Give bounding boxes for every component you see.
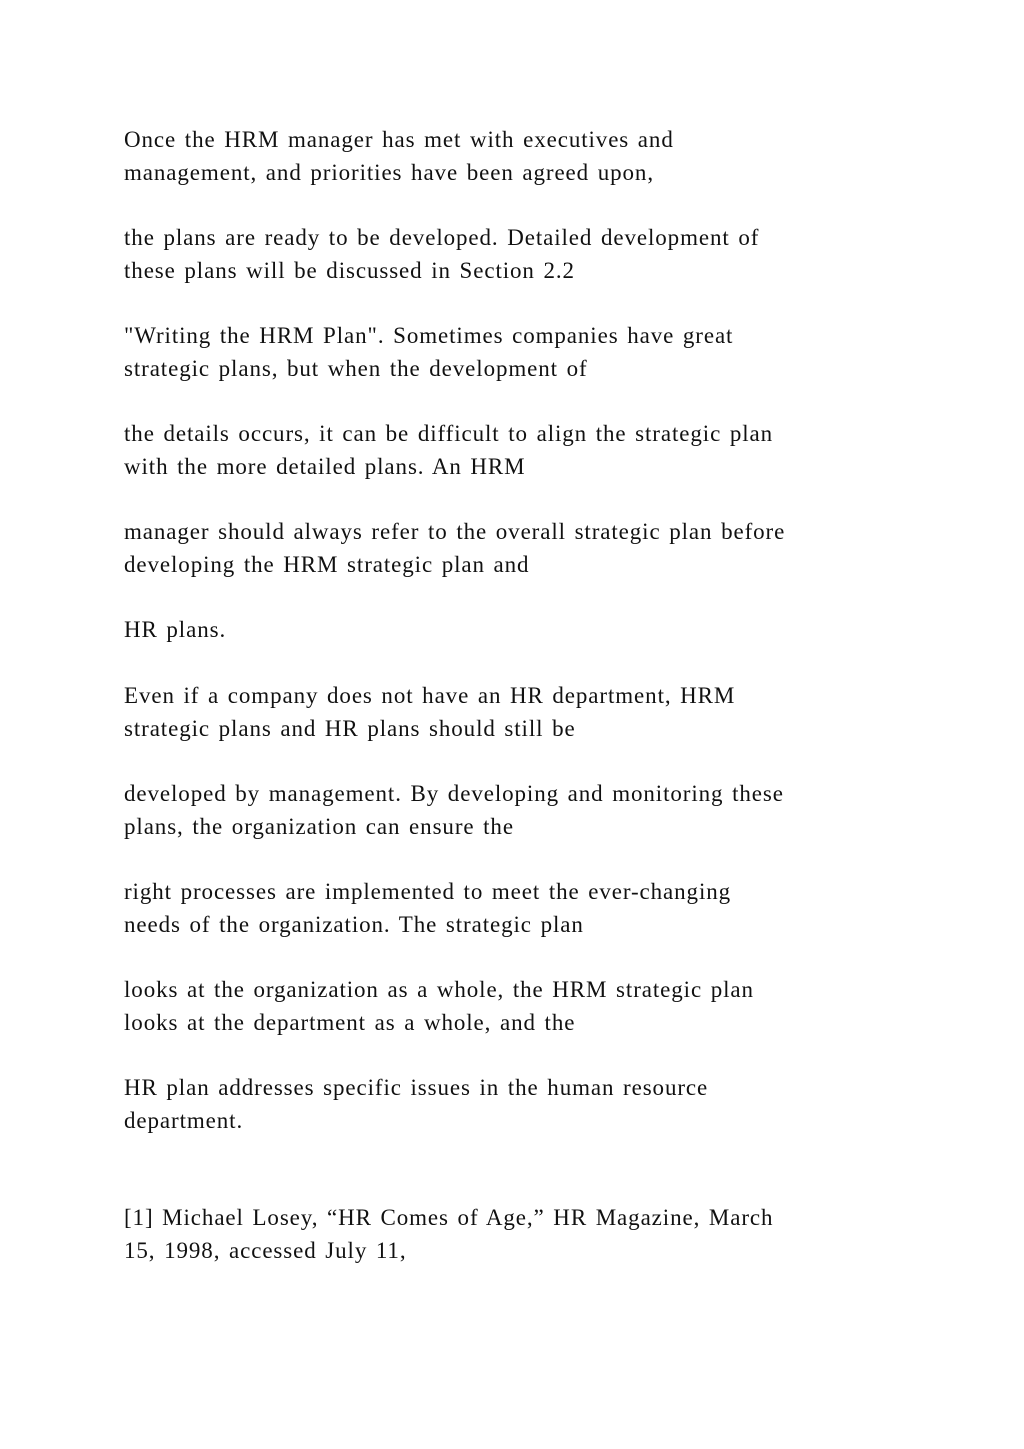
text-line: these plans will be discussed in Section 2.2	[124, 258, 575, 283]
text-line: Once the HRM manager has met with executives and	[124, 127, 674, 152]
footnote-line: [1] Michael Losey, “HR Comes of Age,” HR Magazine, March	[124, 1205, 774, 1230]
paragraph	[124, 973, 924, 1039]
paragraph	[124, 319, 924, 385]
paragraph	[124, 417, 924, 483]
footnote-line: 15, 1998, accessed July 11,	[124, 1238, 407, 1263]
text-line: looks at the organization as a whole, the HRM strategic plan	[124, 977, 754, 1002]
text-line: department.	[124, 1108, 244, 1133]
paragraph	[124, 777, 924, 843]
text-line: with the more detailed plans. An HRM	[124, 454, 526, 479]
footnote	[124, 1201, 924, 1267]
text-line: manager should always refer to the overall strategic plan before	[124, 519, 786, 544]
text-line: the plans are ready to be developed. Detailed development of	[124, 225, 760, 250]
paragraph	[124, 123, 924, 189]
text-line: looks at the department as a whole, and the	[124, 1010, 576, 1035]
paragraph	[124, 679, 924, 745]
paragraph	[124, 515, 924, 581]
paragraph	[124, 613, 924, 646]
text-line: strategic plans and HR plans should still be	[124, 716, 576, 741]
text-line: right processes are implemented to meet the ever-changing	[124, 879, 732, 904]
text-line: developing the HRM strategic plan and	[124, 552, 530, 577]
text-line: developed by management. By developing and monitoring these	[124, 781, 784, 806]
paragraph	[124, 875, 924, 941]
text-line: strategic plans, but when the development of	[124, 356, 588, 381]
text-line: needs of the organization. The strategic plan	[124, 912, 584, 937]
text-line: HR plan addresses specific issues in the human resource	[124, 1075, 709, 1100]
text-line: management, and priorities have been agreed upon,	[124, 160, 654, 185]
text-line: Even if a company does not have an HR department, HRM	[124, 683, 736, 708]
text-line: HR plans.	[124, 617, 227, 642]
paragraph	[124, 221, 924, 287]
text-line: "Writing the HRM Plan". Sometimes companies have great	[124, 323, 734, 348]
paragraph	[124, 1071, 924, 1137]
text-line: the details occurs, it can be difficult to align the strategic plan	[124, 421, 774, 446]
text-line: plans, the organization can ensure the	[124, 814, 514, 839]
